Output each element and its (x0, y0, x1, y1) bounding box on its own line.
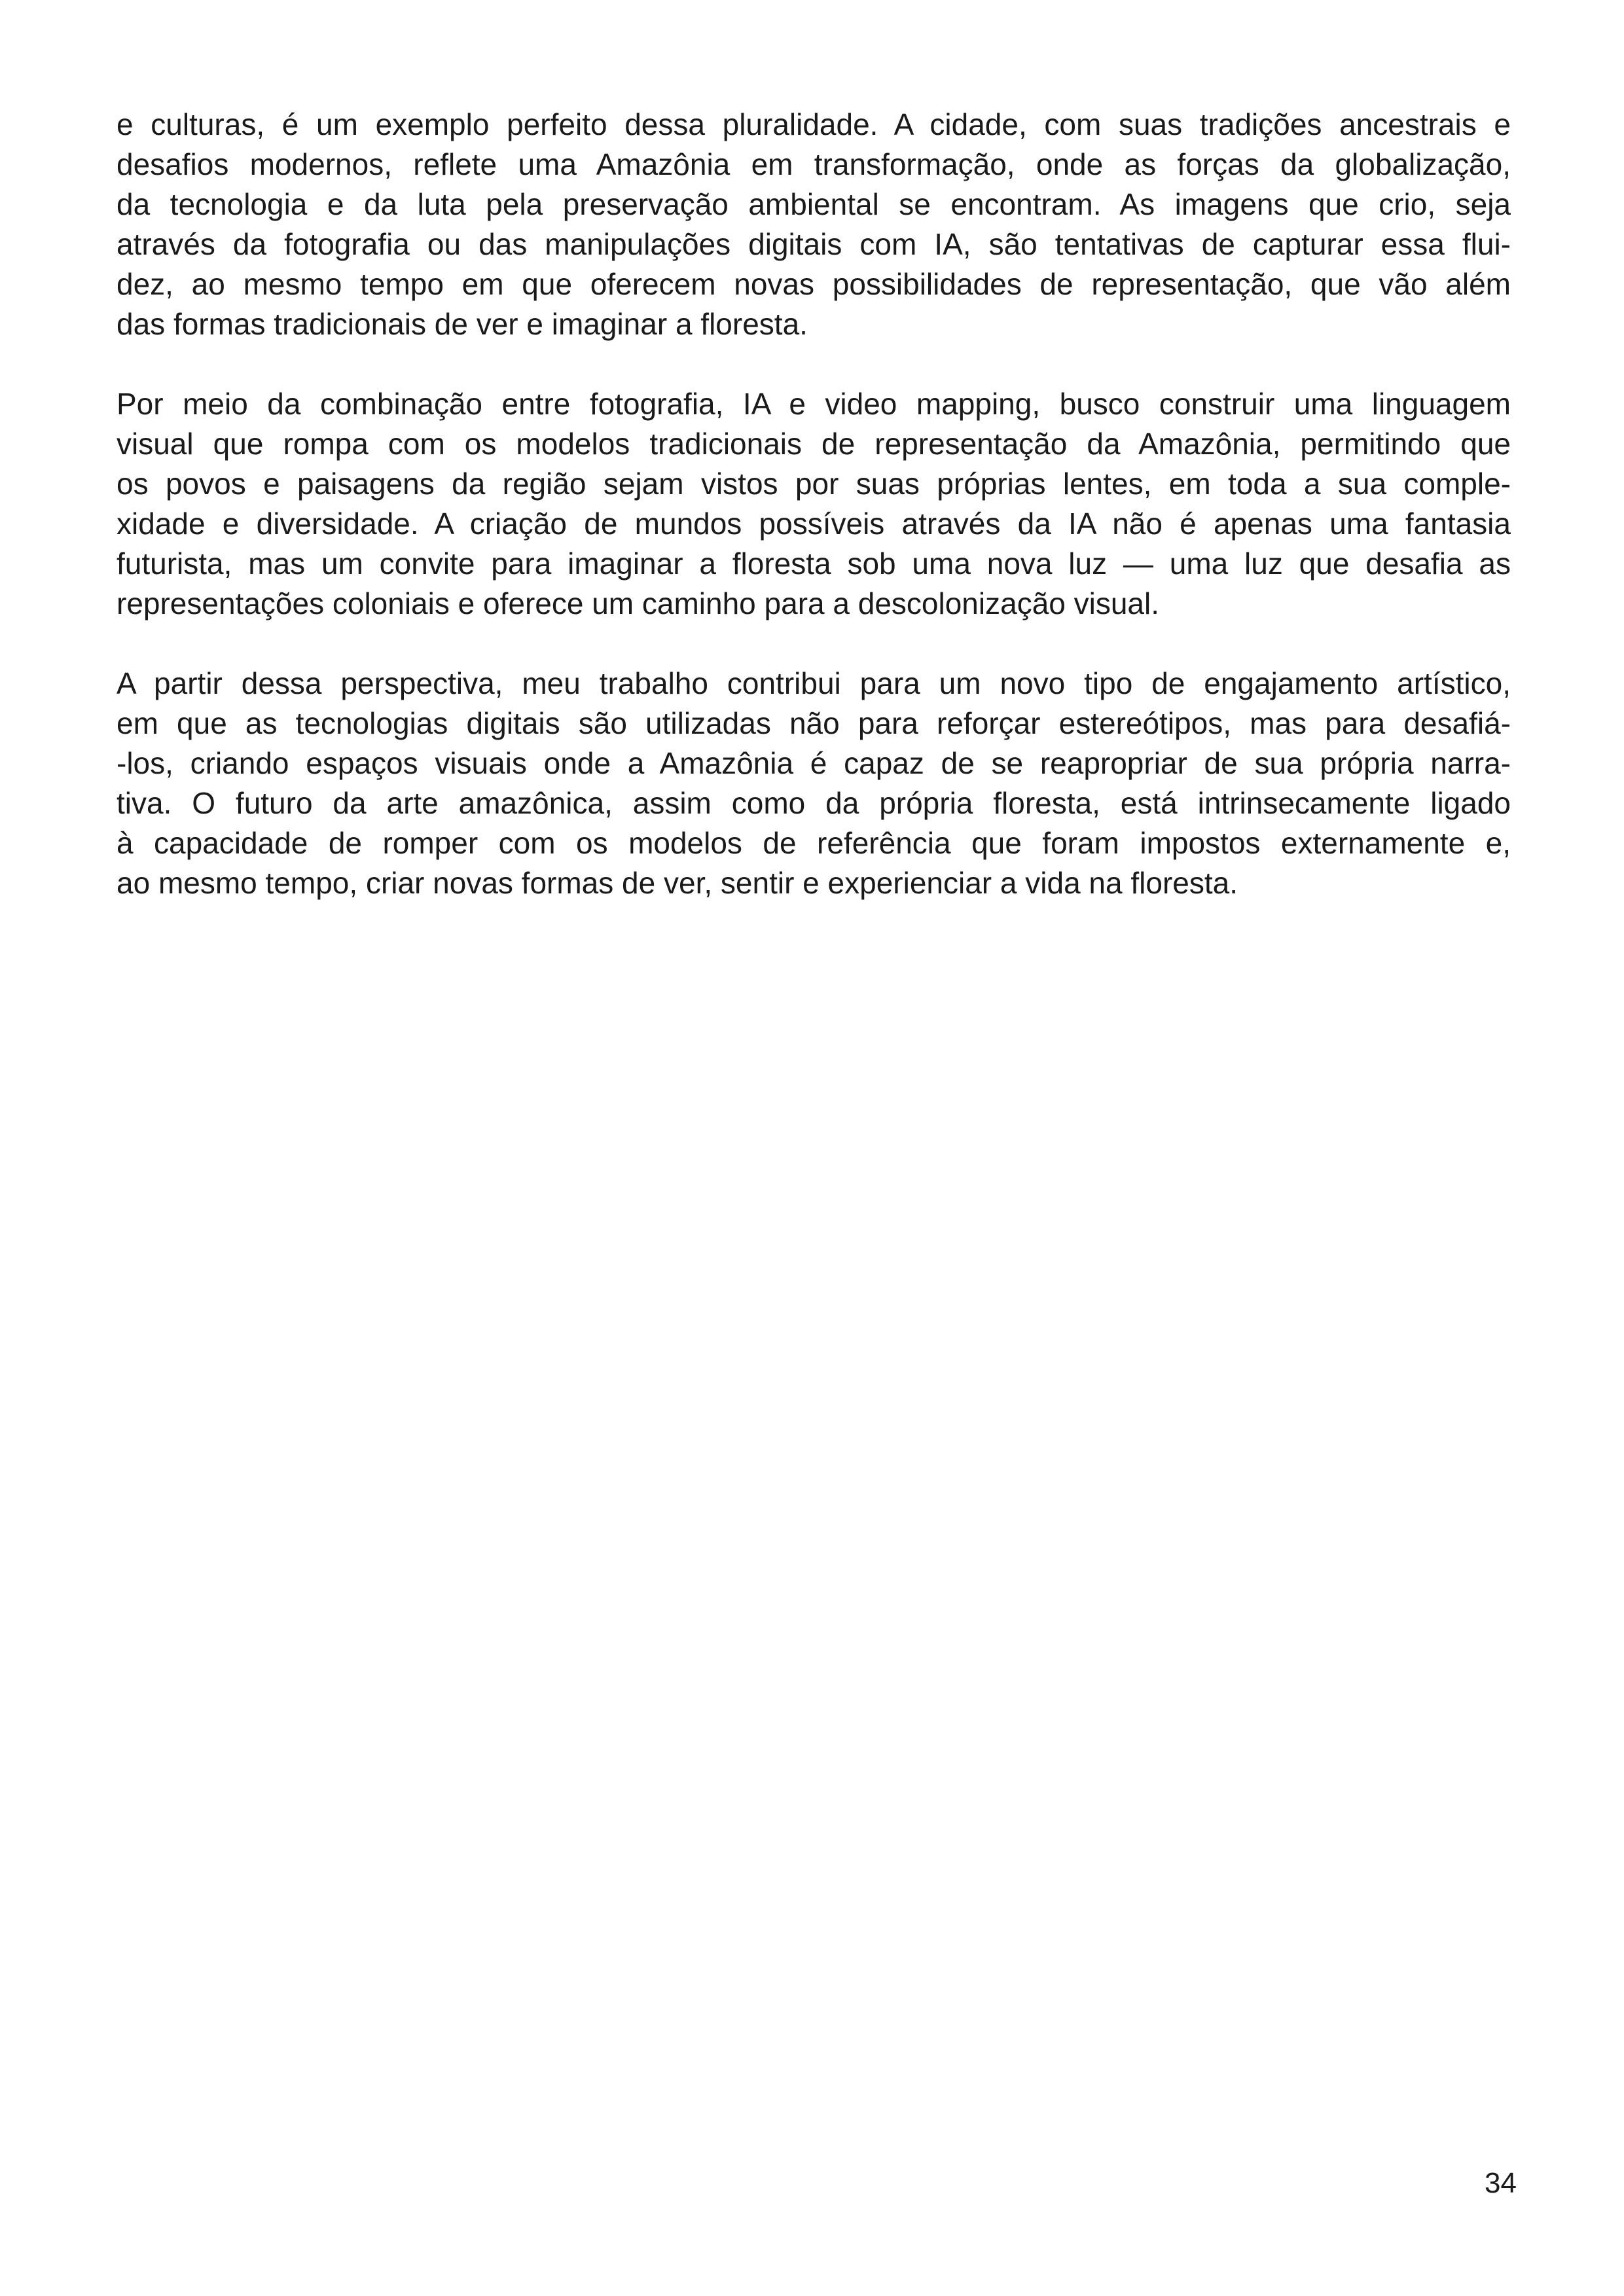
text-line: através da fotografia ou das manipulações digitais com IA, são tentativas de capturar essa flui- (117, 227, 1511, 261)
paragraph-1 (117, 105, 1511, 344)
paragraph-3 (117, 664, 1511, 903)
text-line: à capacidade de romper com os modelos de referência que foram impostos externamente e, (117, 826, 1511, 860)
text-line: A partir dessa perspectiva, meu trabalho contribui para um novo tipo de engajamento artístico, (117, 666, 1511, 700)
text-line: Por meio da combinação entre fotografia, IA e video mapping, busco construir uma linguagem (117, 387, 1511, 421)
text-line: futurista, mas um convite para imaginar a floresta sob uma nova luz — uma luz que desafia as (117, 547, 1511, 581)
text-line: da tecnologia e da luta pela preservação ambiental se encontram. As imagens que crio, seja (117, 187, 1511, 221)
page-number: 34 (1485, 2167, 1517, 2199)
text-line: representações coloniais e oferece um caminho para a descolonização visual. (117, 586, 1160, 620)
text-line: das formas tradicionais de ver e imaginar a floresta. (117, 307, 808, 341)
text-line: desafios modernos, reflete uma Amazônia em transformação, onde as forças da globalização, (117, 147, 1511, 181)
text-line: dez, ao mesmo tempo em que oferecem novas possibilidades de representação, que vão além (117, 267, 1511, 301)
text-line: tiva. O futuro da arte amazônica, assim como da própria floresta, está intrinsecamente ligado (117, 786, 1511, 820)
text-line: em que as tecnologias digitais são utilizadas não para reforçar estereótipos, mas para desafiá- (117, 706, 1511, 740)
text-line: visual que rompa com os modelos tradicionais de representação da Amazônia, permitindo que (117, 427, 1511, 461)
text-line: e culturas, é um exemplo perfeito dessa pluralidade. A cidade, com suas tradições ancestrais e (117, 107, 1511, 141)
text-line: xidade e diversidade. A criação de mundos possíveis através da IA não é apenas uma fantasia (117, 507, 1511, 541)
text-line: -los, criando espaços visuais onde a Amazônia é capaz de se reapropriar de sua própria narra- (117, 746, 1511, 780)
body-text (117, 105, 1511, 943)
text-line: os povos e paisagens da região sejam vistos por suas próprias lentes, em toda a sua comple- (117, 467, 1511, 501)
text-line: ao mesmo tempo, criar novas formas de ver, sentir e experienciar a vida na floresta. (117, 866, 1238, 900)
paragraph-2 (117, 384, 1511, 624)
